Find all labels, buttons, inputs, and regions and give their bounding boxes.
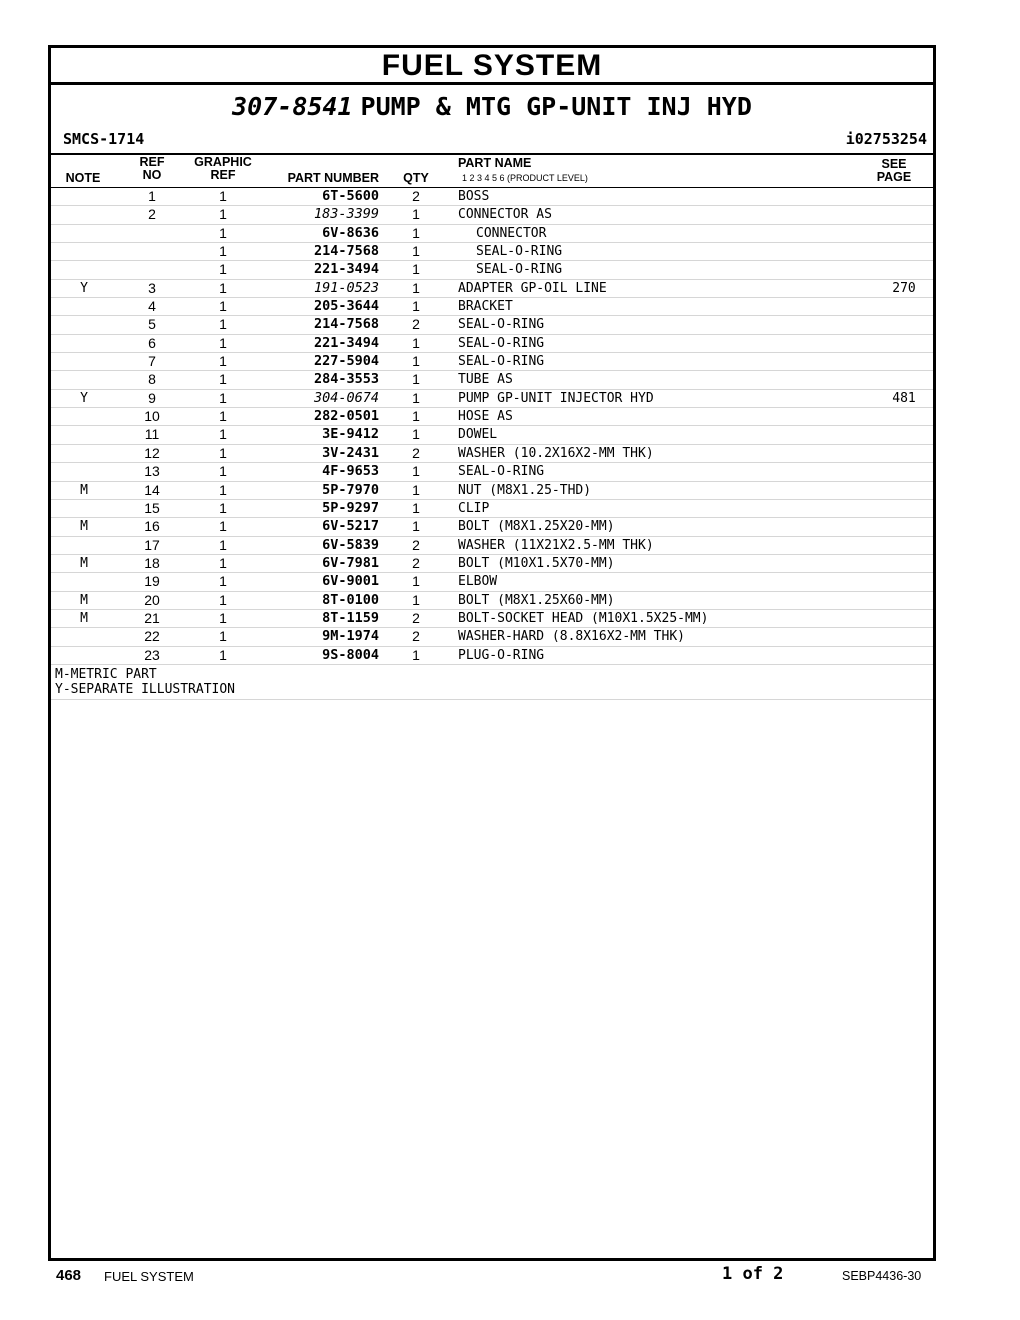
col-qty: QTY bbox=[403, 171, 429, 185]
table-header bbox=[51, 153, 933, 188]
part-number-cell: 9S-8004 bbox=[322, 646, 379, 663]
col-graphic-line1: GRAPHIC bbox=[194, 155, 252, 169]
ref-cell: 21 bbox=[144, 609, 160, 626]
part-number-cell: 205-3644 bbox=[313, 298, 379, 315]
table-row bbox=[51, 261, 933, 279]
graphic-ref-cell: 1 bbox=[219, 353, 227, 370]
col-ref-line2: NO bbox=[142, 168, 162, 182]
ref-cell: 2 bbox=[148, 206, 156, 223]
part-name-cell: ADAPTER GP-OIL LINE bbox=[458, 280, 607, 296]
part-number-cell: 183-3399 bbox=[313, 206, 379, 223]
table-row bbox=[51, 188, 933, 206]
see-page-cell: 481 bbox=[892, 390, 916, 406]
ref-cell: 22 bbox=[144, 628, 160, 645]
table-row bbox=[51, 390, 933, 408]
part-number-cell: 282-0501 bbox=[313, 408, 379, 425]
table-row bbox=[51, 482, 933, 500]
part-number-cell: 4F-9653 bbox=[322, 463, 379, 480]
part-name-cell: CLIP bbox=[458, 500, 490, 516]
graphic-ref-cell: 1 bbox=[219, 536, 227, 553]
qty-cell: 1 bbox=[412, 426, 420, 443]
ref-cell: 19 bbox=[144, 573, 160, 590]
table-row bbox=[51, 445, 933, 463]
qty-cell: 1 bbox=[412, 463, 420, 480]
note-cell: Y bbox=[80, 280, 88, 296]
col-graphic-line2: REF bbox=[210, 168, 236, 182]
col-graphic-ref bbox=[189, 156, 257, 182]
part-number-cell: 9M-1974 bbox=[322, 628, 379, 645]
ref-cell: 10 bbox=[144, 408, 160, 425]
part-name-cell: BOLT (M10X1.5X70-MM) bbox=[458, 555, 615, 571]
part-name-cell: SEAL-O-RING bbox=[458, 464, 545, 480]
part-number-cell: 6V-7981 bbox=[322, 554, 379, 571]
qty-cell: 2 bbox=[412, 628, 420, 645]
table-row bbox=[51, 316, 933, 334]
ref-cell: 11 bbox=[144, 426, 160, 443]
table-row bbox=[51, 335, 933, 353]
col-part-number: PART NUMBER bbox=[287, 171, 379, 185]
part-name-cell: PLUG-O-RING bbox=[458, 647, 545, 663]
table-row bbox=[51, 555, 933, 573]
part-name-cell: CONNECTOR bbox=[476, 225, 547, 241]
table-row bbox=[51, 225, 933, 243]
qty-cell: 1 bbox=[412, 206, 420, 223]
graphic-ref-cell: 1 bbox=[219, 279, 227, 296]
group-part-number: 307-8541 bbox=[232, 92, 353, 121]
col-ref bbox=[127, 156, 177, 182]
ref-cell: 16 bbox=[144, 518, 160, 535]
table-row bbox=[51, 573, 933, 591]
part-name-cell: NUT (M8X1.25-THD) bbox=[458, 482, 592, 498]
graphic-ref-cell: 1 bbox=[219, 224, 227, 241]
graphic-ref-cell: 1 bbox=[219, 518, 227, 535]
table-row bbox=[51, 280, 933, 298]
ref-cell: 13 bbox=[144, 463, 160, 480]
part-number-cell: 6V-5217 bbox=[322, 518, 379, 535]
qty-cell: 2 bbox=[412, 188, 420, 204]
part-name-cell: WASHER (10.2X16X2-MM THK) bbox=[458, 445, 654, 461]
part-number-cell: 3E-9412 bbox=[322, 426, 379, 443]
col-see-line1: SEE bbox=[881, 157, 907, 171]
part-number-cell: 6V-9001 bbox=[322, 573, 379, 590]
part-name-cell: ELBOW bbox=[458, 574, 498, 590]
qty-cell: 1 bbox=[412, 261, 420, 278]
page-of: 1 of 2 bbox=[722, 1264, 784, 1284]
graphic-ref-cell: 1 bbox=[219, 444, 227, 461]
meta-row bbox=[51, 125, 933, 153]
ref-cell: 5 bbox=[148, 316, 156, 333]
part-name-cell: BOLT (M8X1.25X60-MM) bbox=[458, 592, 615, 608]
part-number-cell: 214-7568 bbox=[313, 316, 379, 333]
table-row bbox=[51, 518, 933, 536]
graphic-ref-cell: 1 bbox=[219, 499, 227, 516]
part-number-cell: 5P-9297 bbox=[322, 499, 379, 516]
note-cell: Y bbox=[80, 390, 88, 406]
part-number-cell: 8T-1159 bbox=[322, 609, 379, 626]
note-cell: M bbox=[80, 555, 88, 571]
note-separate-illustration: Y-SEPARATE ILLUSTRATION bbox=[55, 681, 236, 697]
part-number-cell: 221-3494 bbox=[313, 334, 379, 351]
qty-cell: 1 bbox=[412, 224, 420, 241]
qty-cell: 1 bbox=[412, 389, 420, 406]
graphic-ref-cell: 1 bbox=[219, 261, 227, 278]
graphic-ref-cell: 1 bbox=[219, 463, 227, 480]
graphic-ref-cell: 1 bbox=[219, 206, 227, 223]
col-note: NOTE bbox=[65, 171, 101, 185]
graphic-ref-cell: 1 bbox=[219, 371, 227, 388]
table-row bbox=[51, 371, 933, 389]
graphic-ref-cell: 1 bbox=[219, 316, 227, 333]
ref-cell: 20 bbox=[144, 591, 160, 608]
ref-cell: 7 bbox=[148, 353, 156, 370]
qty-cell: 1 bbox=[412, 518, 420, 535]
part-number-cell: 5P-7970 bbox=[322, 481, 379, 498]
qty-cell: 2 bbox=[412, 609, 420, 626]
qty-cell: 2 bbox=[412, 444, 420, 461]
ref-cell: 18 bbox=[144, 554, 160, 571]
smcs-code: SMCS-1714 bbox=[63, 130, 145, 148]
graphic-ref-cell: 1 bbox=[219, 591, 227, 608]
qty-cell: 1 bbox=[412, 408, 420, 425]
graphic-ref-cell: 1 bbox=[219, 609, 227, 626]
note-metric: M-METRIC PART bbox=[55, 666, 157, 682]
ref-cell: 4 bbox=[148, 298, 156, 315]
part-number-cell: 6V-5839 bbox=[322, 536, 379, 553]
table-row bbox=[51, 243, 933, 261]
parts-table-body bbox=[51, 188, 933, 665]
part-name-cell: WASHER-HARD (8.8X16X2-MM THK) bbox=[458, 629, 685, 645]
part-name-cell: SEAL-O-RING bbox=[458, 335, 545, 351]
graphic-ref-cell: 1 bbox=[219, 334, 227, 351]
ref-cell: 17 bbox=[144, 536, 160, 553]
part-name-cell: TUBE AS bbox=[458, 372, 513, 388]
part-name-cell: HOSE AS bbox=[458, 409, 513, 425]
qty-cell: 1 bbox=[412, 371, 420, 388]
ref-cell: 12 bbox=[144, 444, 160, 461]
note-cell: M bbox=[80, 592, 88, 608]
qty-cell: 1 bbox=[412, 499, 420, 516]
table-row bbox=[51, 463, 933, 481]
part-name-cell: SEAL-O-RING bbox=[476, 244, 563, 260]
table-row bbox=[51, 500, 933, 518]
part-name-cell: BOLT-SOCKET HEAD (M10X1.5X25-MM) bbox=[458, 610, 709, 626]
qty-cell: 1 bbox=[412, 298, 420, 315]
section-title: FUEL SYSTEM bbox=[51, 48, 933, 85]
part-name-cell: BOLT (M8X1.25X20-MM) bbox=[458, 519, 615, 535]
qty-cell: 1 bbox=[412, 591, 420, 608]
see-page-cell: 270 bbox=[892, 280, 916, 296]
group-title bbox=[51, 85, 933, 125]
graphic-ref-cell: 1 bbox=[219, 243, 227, 260]
group-name: PUMP & MTG GP-UNIT INJ HYD bbox=[360, 92, 752, 121]
qty-cell: 2 bbox=[412, 536, 420, 553]
part-number-cell: 3V-2431 bbox=[322, 444, 379, 461]
graphic-ref-cell: 1 bbox=[219, 188, 227, 204]
part-name-cell: WASHER (11X21X2.5-MM THK) bbox=[458, 537, 654, 553]
graphic-ref-cell: 1 bbox=[219, 426, 227, 443]
qty-cell: 2 bbox=[412, 316, 420, 333]
graphic-ref-cell: 1 bbox=[219, 646, 227, 663]
part-name-cell: BOSS bbox=[458, 189, 490, 204]
part-name-cell: BRACKET bbox=[458, 299, 513, 315]
qty-cell: 1 bbox=[412, 243, 420, 260]
part-name-cell: SEAL-O-RING bbox=[476, 262, 563, 278]
graphic-ref-cell: 1 bbox=[219, 554, 227, 571]
part-name-cell: PUMP GP-UNIT INJECTOR HYD bbox=[458, 390, 654, 406]
part-number-cell: 8T-0100 bbox=[322, 591, 379, 608]
part-number-cell: 221-3494 bbox=[313, 261, 379, 278]
table-row bbox=[51, 353, 933, 371]
part-name-cell: SEAL-O-RING bbox=[458, 354, 545, 370]
graphic-ref-cell: 1 bbox=[219, 573, 227, 590]
qty-cell: 1 bbox=[412, 334, 420, 351]
table-row bbox=[51, 592, 933, 610]
part-number-cell: 6T-5600 bbox=[322, 188, 379, 204]
table-row bbox=[51, 426, 933, 444]
qty-cell: 1 bbox=[412, 353, 420, 370]
part-number-cell: 304-0674 bbox=[313, 389, 379, 406]
table-row bbox=[51, 408, 933, 426]
ref-cell: 3 bbox=[148, 279, 156, 296]
part-name-cell: CONNECTOR AS bbox=[458, 207, 552, 223]
graphic-ref-cell: 1 bbox=[219, 628, 227, 645]
table-row bbox=[51, 537, 933, 555]
footer-section: FUEL SYSTEM bbox=[104, 1269, 194, 1284]
table-row bbox=[51, 628, 933, 646]
graphic-ref-cell: 1 bbox=[219, 408, 227, 425]
ref-cell: 14 bbox=[144, 481, 160, 498]
ref-cell: 1 bbox=[148, 188, 156, 204]
part-name-cell: DOWEL bbox=[458, 427, 498, 443]
note-cell: M bbox=[80, 519, 88, 535]
parts-page-frame bbox=[48, 45, 936, 1261]
part-name-cell: SEAL-O-RING bbox=[458, 317, 545, 333]
graphic-ref-cell: 1 bbox=[219, 298, 227, 315]
qty-cell: 1 bbox=[412, 646, 420, 663]
graphic-ref-cell: 1 bbox=[219, 481, 227, 498]
illustration-id: i02753254 bbox=[845, 130, 927, 148]
part-number-cell: 6V-8636 bbox=[322, 224, 379, 241]
table-row bbox=[51, 647, 933, 665]
legend-notes bbox=[51, 665, 933, 700]
part-number-cell: 227-5904 bbox=[313, 353, 379, 370]
ref-cell: 23 bbox=[144, 646, 160, 663]
table-row bbox=[51, 610, 933, 628]
document-id: SEBP4436-30 bbox=[842, 1269, 922, 1283]
ref-cell: 8 bbox=[148, 371, 156, 388]
part-number-cell: 214-7568 bbox=[313, 243, 379, 260]
col-product-levels: 1 2 3 4 5 6 (PRODUCT LEVEL) bbox=[462, 173, 588, 183]
col-see-line2: PAGE bbox=[876, 170, 912, 184]
page-footer bbox=[0, 1264, 1020, 1288]
qty-cell: 2 bbox=[412, 554, 420, 571]
ref-cell: 6 bbox=[148, 334, 156, 351]
qty-cell: 1 bbox=[412, 481, 420, 498]
qty-cell: 1 bbox=[412, 573, 420, 590]
table-row bbox=[51, 206, 933, 224]
col-see-page bbox=[861, 158, 927, 184]
note-cell: M bbox=[80, 610, 88, 626]
col-ref-line1: REF bbox=[139, 155, 165, 169]
col-part-name: PART NAME bbox=[458, 156, 532, 170]
page-number: 468 bbox=[56, 1267, 82, 1284]
ref-cell: 15 bbox=[144, 499, 160, 516]
table-row bbox=[51, 298, 933, 316]
part-number-cell: 191-0523 bbox=[313, 279, 379, 296]
note-cell: M bbox=[80, 482, 88, 498]
graphic-ref-cell: 1 bbox=[219, 389, 227, 406]
qty-cell: 1 bbox=[412, 279, 420, 296]
part-number-cell: 284-3553 bbox=[313, 371, 379, 388]
ref-cell: 9 bbox=[148, 389, 156, 406]
